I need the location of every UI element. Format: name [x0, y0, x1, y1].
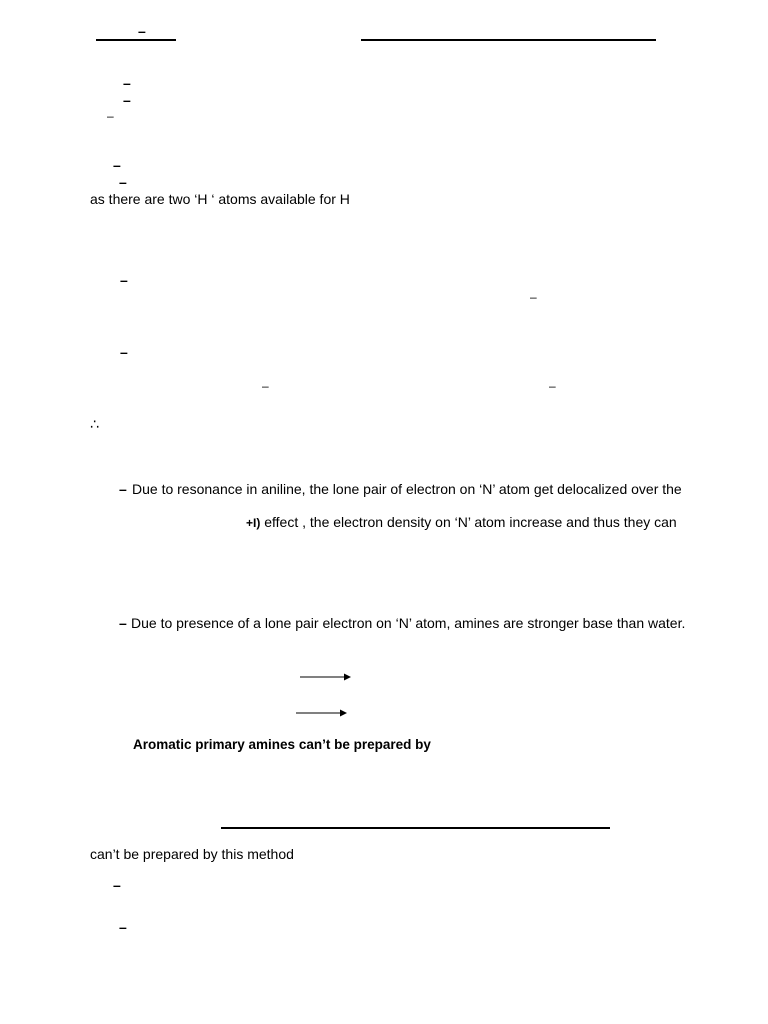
margin-dash: –: [119, 919, 127, 935]
margin-dash: –: [120, 344, 128, 360]
margin-dash: –: [120, 272, 128, 288]
section-underline: [221, 827, 610, 829]
bullet-dash: –: [119, 615, 127, 631]
margin-dash: –: [119, 174, 127, 190]
inline-dash: –: [262, 379, 269, 393]
bullet-dash: –: [119, 481, 127, 497]
margin-dash: –: [123, 75, 131, 91]
lone-pair-text: Due to presence of a lone pair electron on ‘N’ atom, amines are stronger base than water.: [131, 615, 686, 631]
plus-i-text: effect , the electron density on ‘N’ atom increase and thus they can: [260, 514, 677, 530]
cant-prepare-text: can’t be prepared by this method: [90, 846, 294, 862]
reaction-arrow: [300, 672, 352, 682]
inline-dash: –: [549, 379, 556, 393]
margin-dash: –: [123, 92, 131, 108]
aromatic-amines-text: Aromatic primary amines can’t be prepared by: [133, 737, 431, 752]
margin-dash: –: [107, 109, 114, 123]
margin-dash: –: [113, 877, 121, 893]
reaction-arrow: [296, 708, 348, 718]
header-underline-right: [361, 39, 656, 41]
plus-i-label: +I): [246, 516, 261, 530]
header-dash: –: [138, 23, 146, 39]
plus-i-line: [246, 514, 677, 531]
resonance-text: Due to resonance in aniline, the lone pair of electron on ‘N’ atom get delocalized over the: [132, 481, 682, 497]
inline-dash: –: [530, 290, 537, 304]
therefore-symbol: ∴: [90, 416, 99, 432]
header-underline-left: [96, 39, 176, 41]
margin-dash: –: [113, 157, 121, 173]
h-atoms-text: as there are two ‘H ‘ atoms available for H: [90, 191, 350, 207]
